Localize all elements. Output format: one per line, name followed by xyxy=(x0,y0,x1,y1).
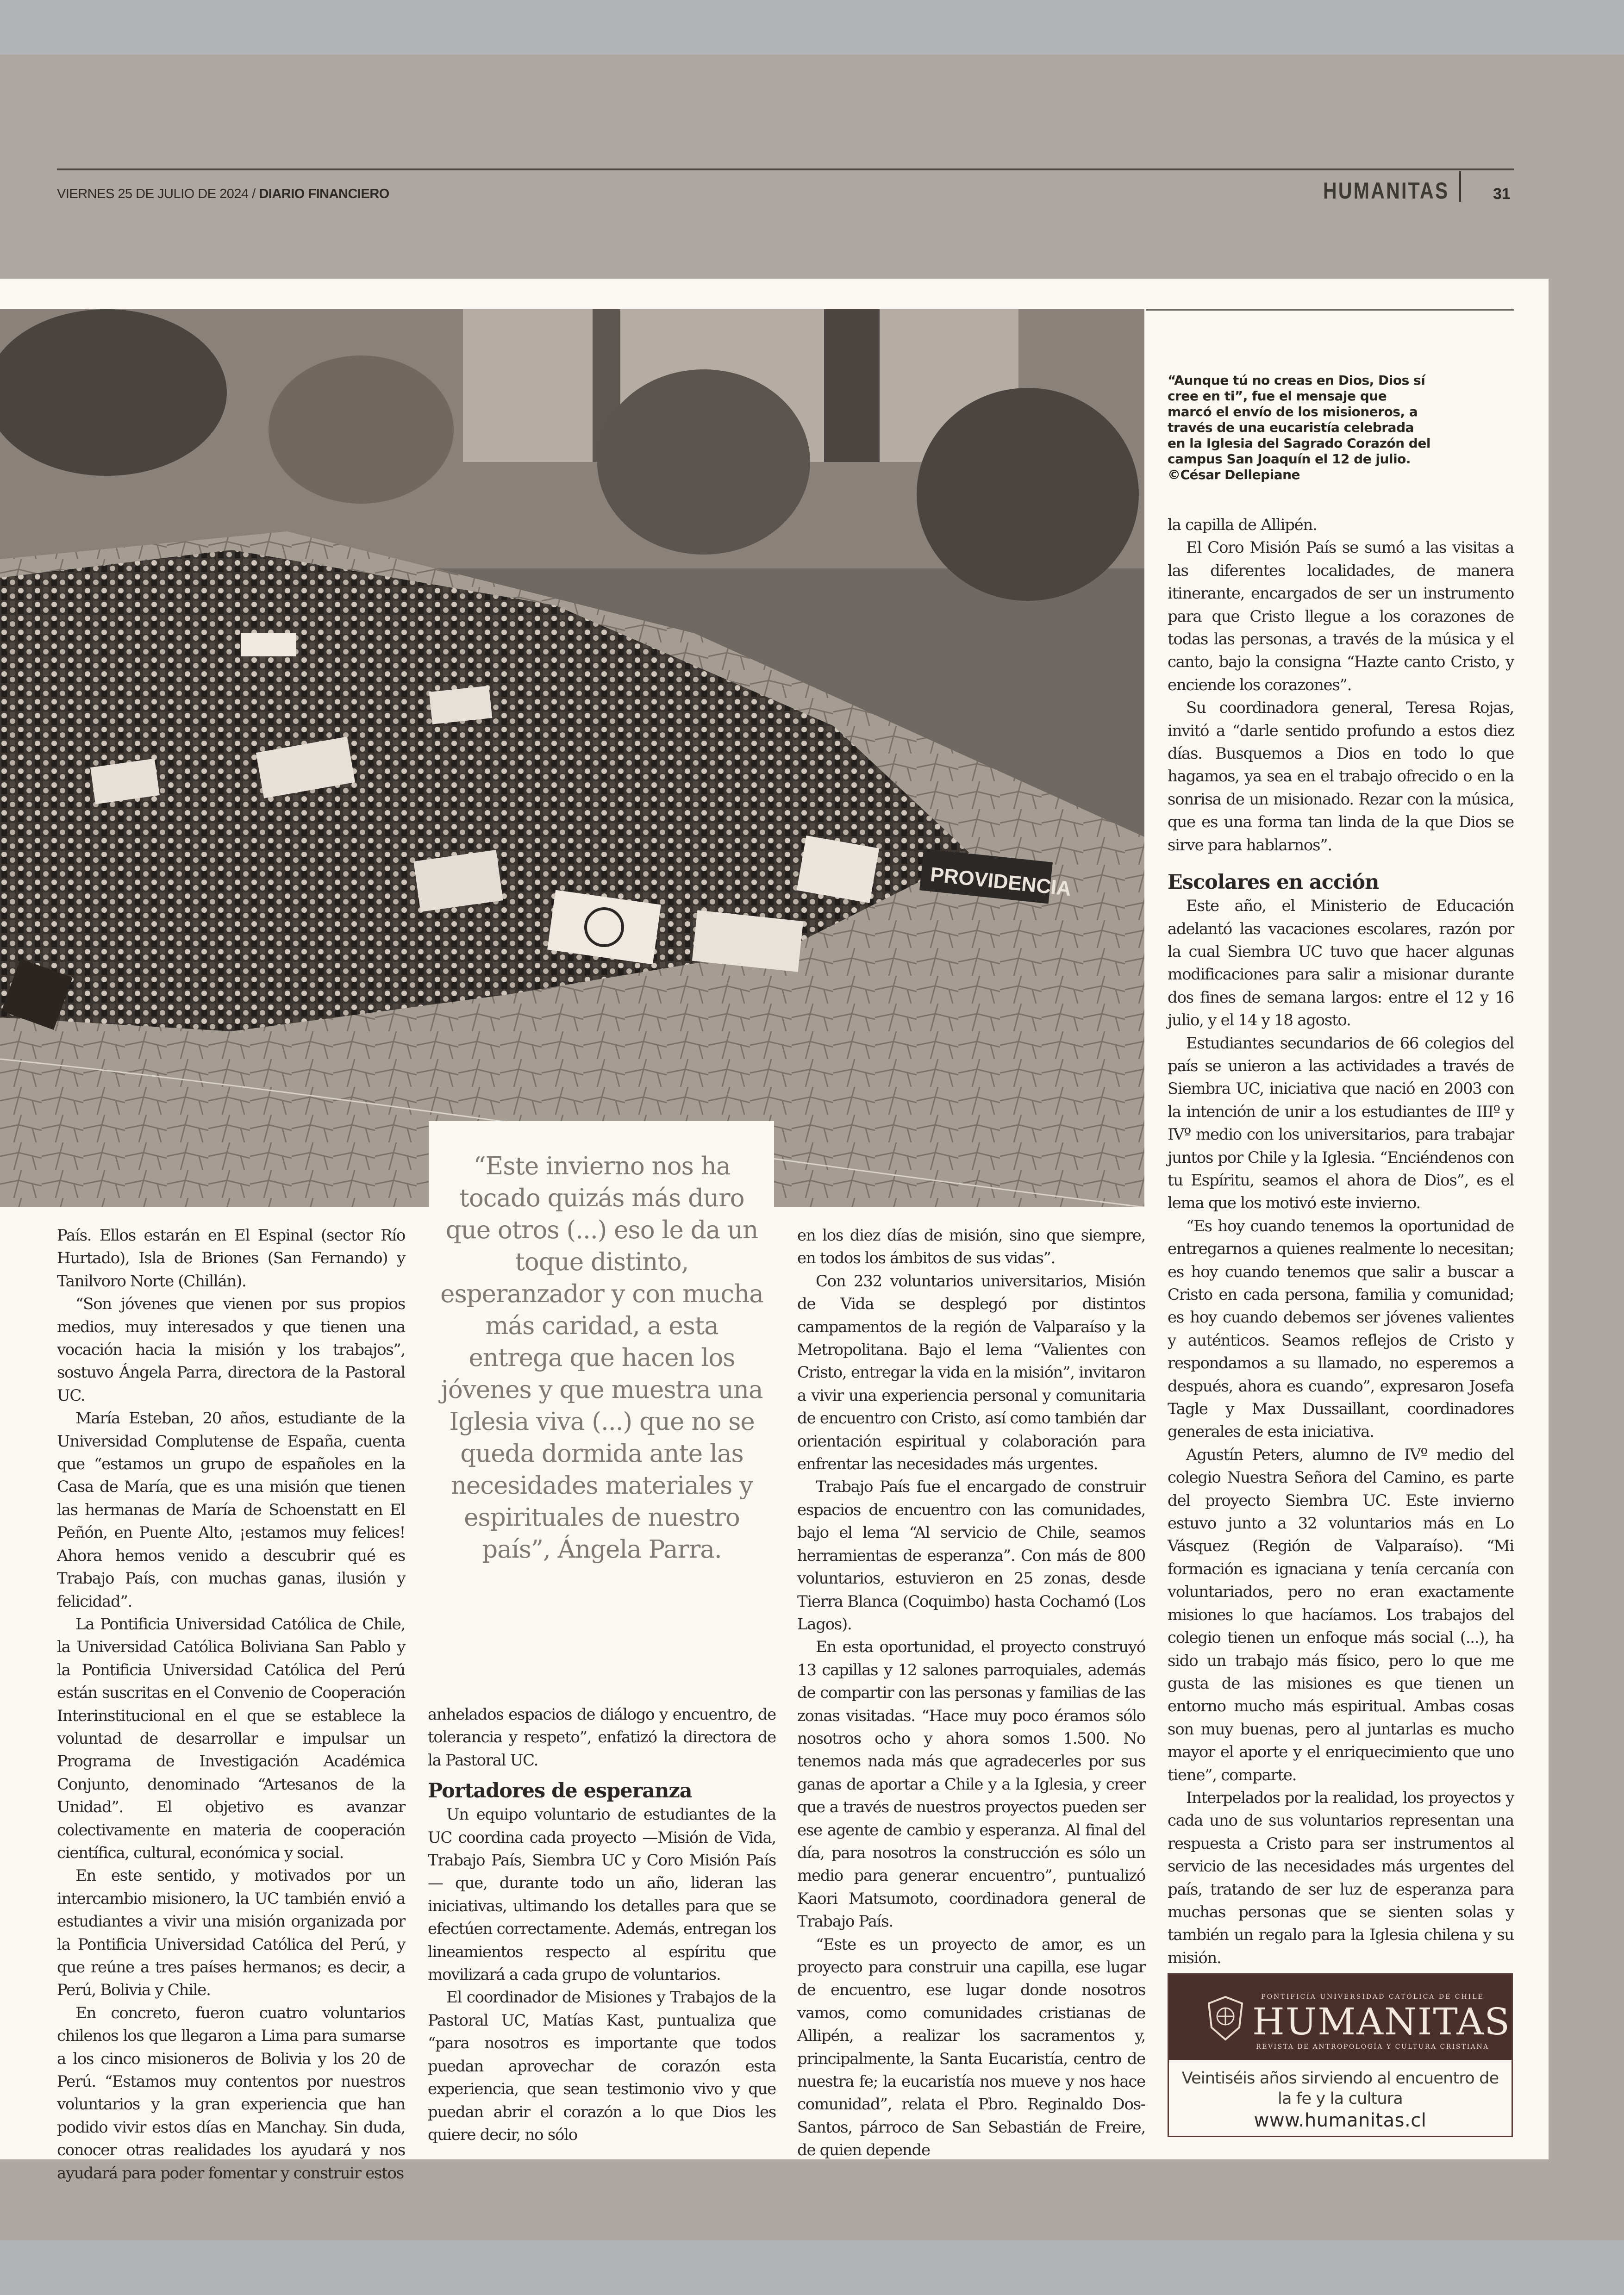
article-column-2 xyxy=(428,1703,776,2146)
article-paragraph: Con 232 voluntarios universitarios, Misión de Vida se desplegó por distintos campamentos de la región de Valparaíso y la Metropolitana. Bajo el lema “Valientes con Cristo, entregar la vida en la misión”, invitaron a vivir una experiencia personal y comunitaria de encuentro con Cristo, así como también dar orientación espiritual y colaboración para enfrentar las necesidades más urgentes. xyxy=(797,1272,1145,1474)
article-paragraph: la capilla de Allipén. xyxy=(1168,516,1317,534)
photo-tree xyxy=(597,369,810,555)
article-paragraph: El Coro Misión País se sumó a las visitas a las diferentes localidades, de manera itinerante, encargados de ser un instrumento para que Cristo llegue a los corazones de todas las personas, a través de la música y el canto, bajo la consigna “Hazte canto Cristo, y enciende los corazones”. xyxy=(1168,538,1514,694)
page-number: 31 xyxy=(1493,185,1511,203)
article-paragraph: En este sentido, y motivados por un intercambio misionero, la UC también envió a estudiantes a vivir una misión organizada por la Pontificia Universidad Católica del Perú, y que reúne a tres países hermanos; es decir, a Perú, Bolivia y Chile. xyxy=(57,1866,405,2000)
article-paragraph: Estudiantes secundarios de 66 colegios del país se unieron a las actividades a través de Siembra UC, iniciativa que nació en 2003 con la intención de unir a los estudiantes de IIIº y IVº medio con los universitarios, para trabajar juntos por Chile y la Iglesia. “Enciéndenos con tu Espíritu, seamos el ahora de Dios”, es el lema que los motivó este invierno. xyxy=(1168,1034,1514,1213)
pull-quote: “Este invierno nos ha tocado quizás más duro que otros (...) eso le da un toque distinto, esperanzador y con mucha más caridad, a esta entrega que hacen los jóvenes y que muestra una Iglesia viva (...) que no se queda dormida ante las necesidades materiales y espirituales de nuestro país”, Ángela Parra. xyxy=(440,1152,763,1564)
article-paragraph: anhelados espacios de diálogo y encuentro, de tolerancia y respeto”, enfatizó la directora de la Pastoral UC. xyxy=(428,1705,776,1770)
article-paragraph: “Son jóvenes que vienen por sus propios medios, muy interesados y que tienen una vocación hacia la misión y los trabajos”, sostuvo Ángela Parra, directora de la Pastoral UC. xyxy=(57,1295,405,1405)
section-heading: Portadores de esperanza xyxy=(428,1779,692,1803)
header-separator xyxy=(1459,171,1461,202)
photo-tree xyxy=(917,388,1139,601)
article-paragraph: Este año, el Ministerio de Educación adelantó las vacaciones escolares, razón por la cual Siembra UC tuvo que hacer algunas modificaciones para salir a misionar durante dos fines de semana largos: entre el 12 y 16 julio, y el 14 y 18 agosto. xyxy=(1168,897,1514,1030)
photo-caption: “Aunque tú no creas en Dios, Dios sí cree en ti”, fue el mensaje que marcó el envío de los misioneros, a través de una eucaristía celebrada en la Iglesia del Sagrado Corazón del campus San Joaquín el 12 de julio. ©César Dellepiane xyxy=(1168,373,1430,482)
header-date: VIERNES 25 DE JULIO DE 2024 / xyxy=(57,187,256,201)
humanitas-ad[interactable] xyxy=(1168,1973,1513,2137)
article-paragraph: En esta oportunidad, el proyecto construyó 13 capillas y 12 salones parroquiales, además de compartir con las personas y familias de las zonas visitadas. “Hace muy poco éramos sólo nosotros ocho y ahora somos 1.500. No tenemos nada más que agradecerles por sus ganas de aportar a Chile y a la Iglesia, y creer que a través de nuestros proyectos pueden ser ese agente de cambio y esperanza. Al final del día, para nosotros la construcción es sólo un medio para generar encuentro”, puntualizó Kaori Matsumoto, coordinadora general de Trabajo País. xyxy=(797,1638,1145,1931)
ad-url-link[interactable]: www.humanitas.cl xyxy=(1254,2110,1427,2131)
article-paragraph: La Pontificia Universidad Católica de Chile, la Universidad Católica Boliviana San Pablo y la Pontificia Universidad Católica del Perú están suscritas en el Convenio de Cooperación Interinstitucional en el que se establece la voluntad de desarrollar e impulsar un Programa de Investigación Académica Conjunto, denominado “Artesanos de la Unidad”. El objetivo es avanzar colectivamente en materia de cooperación científica, cultural, económica y social. xyxy=(57,1615,405,1862)
article-paragraph: Trabajo País fue el encargado de construir espacios de encuentro con las comunidades, bajo el lema “Al servicio de Chile, seamos herramientas de esperanza”. Con más de 800 voluntarios, estuvieron en 25 zonas, desde Tierra Blanca (Coquimbo) hasta Cochamó (Los Lagos). xyxy=(797,1478,1145,1634)
ad-title: HUMANITAS xyxy=(1252,2000,1511,2043)
article-column-3 xyxy=(797,1224,1145,2162)
article-paragraph: “Es hoy cuando tenemos la oportunidad de entregarnos a quienes realmente lo necesitan; es hoy cuando tenemos que salir a buscar a Cristo en cada persona, familia y comunidad; es hoy cuando debemos ser jóvenes valientes y auténticos. Seamos reflejos de Cristo y respondamos a su llamado, no esperemos a después, ahora es cuando”, expresaron Josefa Tagle y Max Dussaillant, coordinadores generales de esta iniciativa. xyxy=(1168,1216,1514,1441)
article-paragraph: en los diez días de misión, sino que siempre, en todos los ámbitos de sus vidas”. xyxy=(797,1226,1145,1268)
photo-banner-text: PROVIDENCIA xyxy=(929,863,1073,901)
header-rule xyxy=(57,168,1514,170)
article-paragraph: Su coordinadora general, Teresa Rojas, invitó a “darle sentido profundo a estos diez días. Busquemos a Dios en todo lo que hagamos, ya sea en el trabajo ofrecido o en la sonrisa de un misionado. Rezar con la música, que es una forma tan linda de la que Dios se sirve para hablarnos”. xyxy=(1168,698,1514,854)
article-column-1 xyxy=(57,1224,405,2185)
ad-tagline: Veintiséis años sirviendo al encuentro de la fe y la cultura xyxy=(1181,2069,1499,2108)
photo-tree xyxy=(269,355,454,504)
header-publication: DIARIO FINANCIERO xyxy=(259,187,389,201)
section-heading: Escolares en acción xyxy=(1168,871,1379,894)
article-paragraph: En concreto, fueron cuatro voluntarios chilenos los que llegaron a Lima para sumarse a los cinco misioneros de Bolivia y los 20 de Perú. “Estamos muy contentos por nuestros voluntarios y la gran experiencia que han podido vivir estos días en Manchay. Sin duda, conocer otras realidades los ayudará y nos ayudará para poder fomentar y construir estos xyxy=(57,2003,405,2183)
ad-university: PONTIFICIA UNIVERSIDAD CATÓLICA DE CHILE xyxy=(1261,1993,1484,2001)
article-paragraph: Interpelados por la realidad, los proyectos y cada uno de sus voluntarios representan una respuesta a Cristo para ser instrumentos al servicio de las necesidades más urgentes del país, tratando de ser luz de esperanza para muchas personas que se sienten solas y también un regalo para la Iglesia chilena y su misión. xyxy=(1168,1788,1514,1967)
header-section: HUMANITAS xyxy=(1323,178,1449,204)
article-paragraph: El coordinador de Misiones y Trabajos de la Pastoral UC, Matías Kast, puntualiza que “para nosotros es importante que todos puedan aprovechar de corazón esta experiencia, que sean testimonio vivo y que puedan abrir el corazón a lo que Dios les quiere decir, no sólo xyxy=(428,1988,776,2144)
article-column-4 xyxy=(1168,514,1514,1970)
column-top-rule xyxy=(1146,309,1514,311)
article-paragraph: Un equipo voluntario de estudiantes de la UC coordina cada proyecto —Misión de Vida, Trabajo País, Siembra UC y Coro Misión País— que, durante todo un año, lideran las iniciativas, ultimando los detalles para que se efectúen correctamente. Además, entregan los lineamientos respecto al espíritu que movilizará a cada grupo de voluntarios. xyxy=(428,1805,776,1984)
ad-subtitle: REVISTA DE ANTROPOLOGÍA Y CULTURA CRISTIANA xyxy=(1256,2043,1489,2051)
article-paragraph: “Este es un proyecto de amor, es un proyecto para construir una capilla, ese lugar de encuentro, ese lugar donde nosotros vamos, como comunidades cristianas de Allipén, a realizar los sacramentos y, principalmente, la Santa Eucaristía, centro de nuestra fe; la eucaristía nos mueve y nos hace comunidad”, relata el Pbro. Reginaldo Dos-Santos, párroco de San Sebastián de Freire, de quien depende xyxy=(797,1935,1145,2160)
crowd-photo xyxy=(0,309,1144,1207)
article-paragraph: María Esteban, 20 años, estudiante de la Universidad Complutense de España, cuenta que “estamos un grupo de españoles en la Casa de María, que es una misión que tienen las hermanas de María de Schoenstatt en El Peñón, en Puente Alto, ¡estamos muy felices! Ahora hemos venido a descubrir qué es Trabajo País, con muchas ganas, ilusión y felicidad”. xyxy=(57,1409,405,1611)
article-paragraph: País. Ellos estarán en El Espinal (sector Río Hurtado), Isla de Briones (San Fernando) y Tanilvoro Norte (Chillán). xyxy=(57,1226,405,1291)
article-paragraph: Agustín Peters, alumno de IVº medio del colegio Nuestra Señora del Camino, es parte del proyecto Siembra UC. Este invierno estuvo junto a 32 voluntarios más en Lo Vásquez (Región de Valparaíso). “Mi formación es ignaciana y tenía cercanía con voluntariados, pero no eran exactamente misiones lo que hacíamos. Los trabajos del colegio tienen un enfoque más social (...), ha sido un trabajo más físico, pero lo que me gusta de las misiones es que tienen un entorno mucho más espiritual. Ambas cosas son muy buenas, pero al juntarlas es mucho mayor el aporte y el enriquecimiento que uno tiene”, comparte. xyxy=(1168,1445,1514,1784)
header-dateline xyxy=(57,187,389,202)
crowd-photo-illustration xyxy=(0,309,1144,1207)
university-seal-icon xyxy=(1206,1995,1245,2041)
